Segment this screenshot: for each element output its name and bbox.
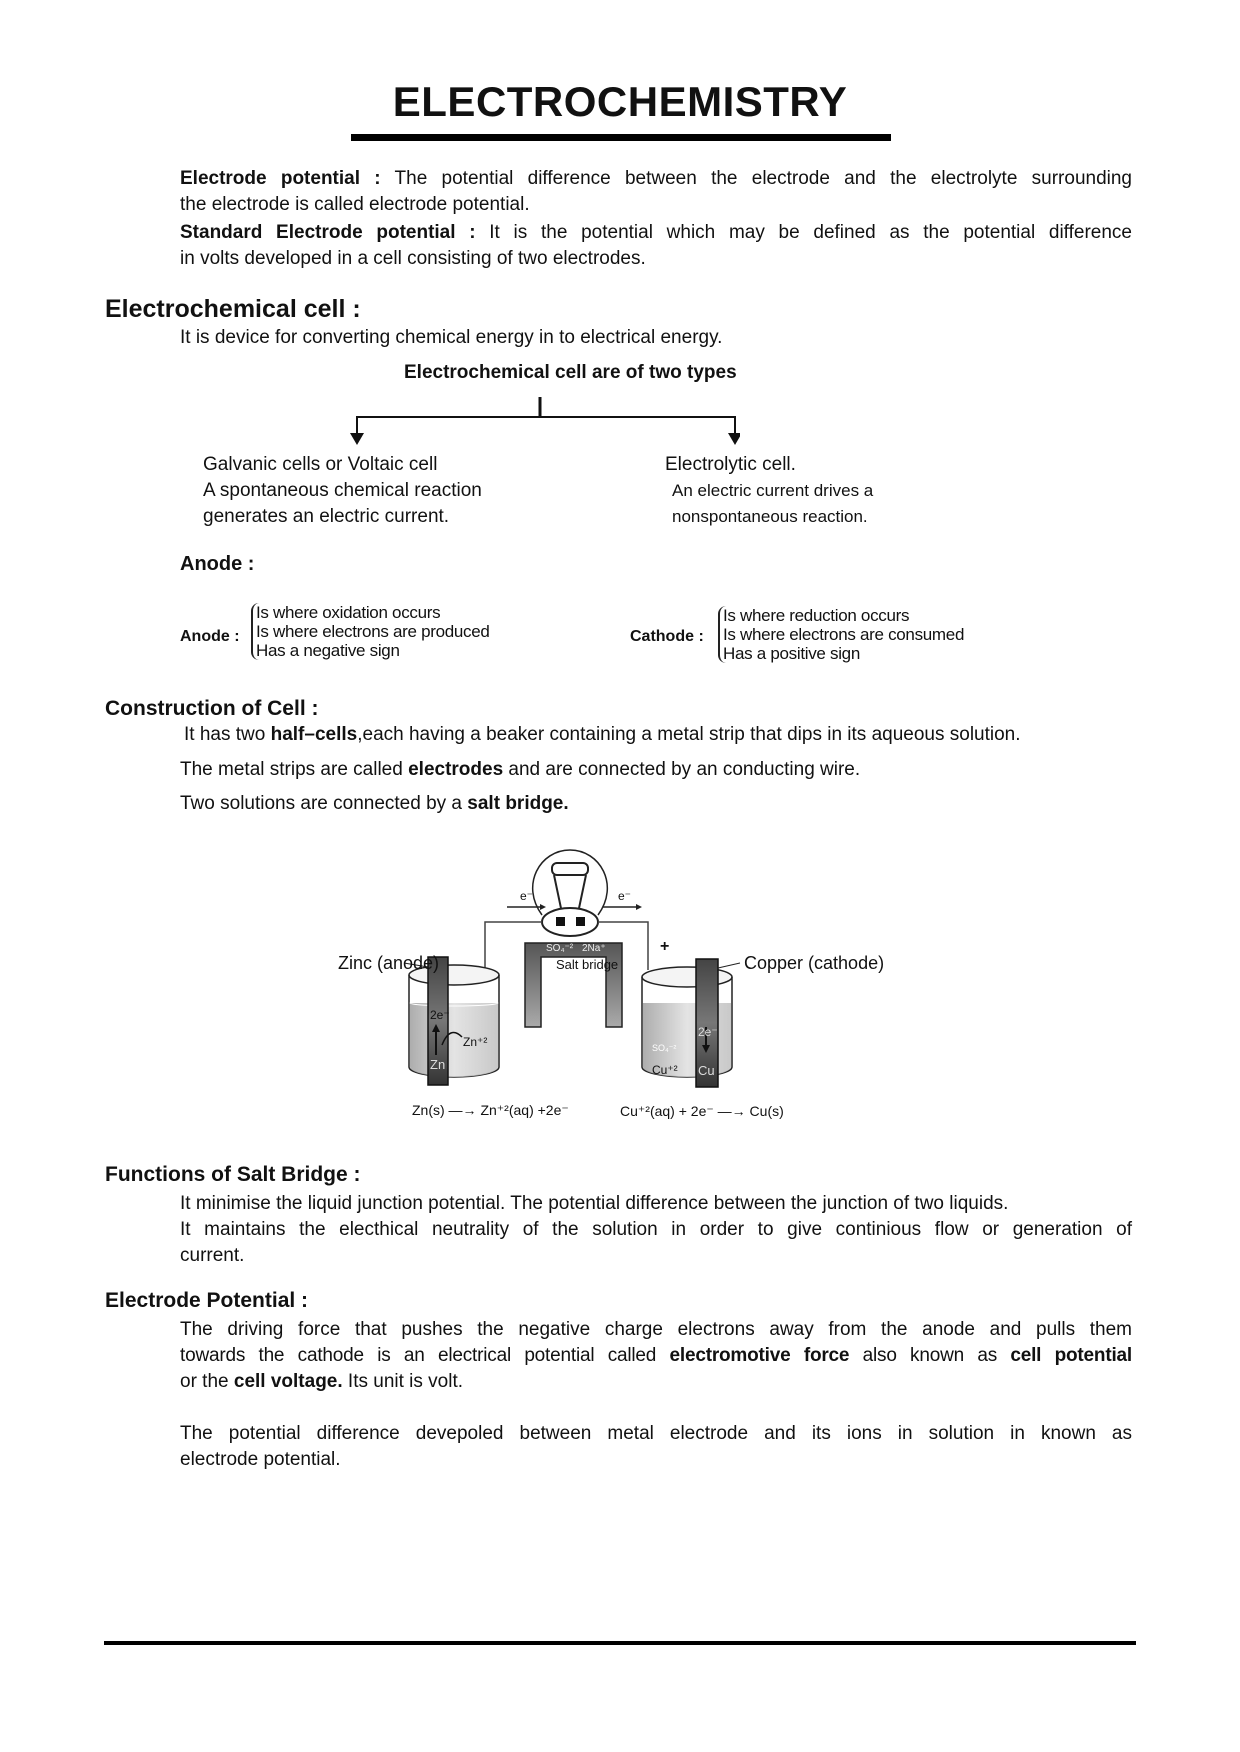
list-item: Is where electrons are produced	[256, 622, 490, 641]
text: also known as	[849, 1345, 1011, 1366]
paragraph-line	[180, 1369, 1132, 1395]
standard-electrode-potential-label: Standard Electrode potential :	[180, 222, 476, 243]
standard-electrode-potential-definition	[180, 220, 1132, 272]
bold-term: electromotive force	[669, 1345, 850, 1366]
types-heading: Electrochemical cell are of two types	[404, 362, 737, 383]
copper-electrons-label: 2e⁻	[698, 1025, 718, 1039]
definition-text: The potential difference between the electrode and the electrolyte surrounding	[394, 168, 1132, 189]
cathode-label: Cathode :	[630, 628, 704, 645]
list-item: Is where electrons are consumed	[723, 625, 965, 644]
arrow-down-icon	[728, 433, 740, 445]
bold-term: cell voltage.	[233, 1371, 343, 1392]
galvanic-line: generates an electric current.	[203, 506, 450, 527]
paragraph-line	[180, 1343, 1132, 1369]
paragraph-line: electrode potential.	[180, 1449, 341, 1470]
zinc-ion-label: Zn⁺²	[463, 1035, 488, 1049]
function-line: current.	[180, 1245, 245, 1266]
construction-line-1	[184, 724, 1021, 746]
definition-text: in volts developed in a cell consisting of two electrodes.	[180, 248, 646, 269]
list-item: Is where oxidation occurs	[256, 603, 441, 622]
electrolytic-line: An electric current drives a	[672, 481, 874, 500]
salt-bridge-label: Salt bridge	[556, 957, 619, 972]
arrow-down-icon	[350, 433, 364, 445]
definition-text: the electrode is called electrode potential.	[180, 194, 530, 215]
galvanic-cell-description	[203, 452, 482, 530]
section-heading-salt-bridge-functions: Functions of Salt Bridge :	[105, 1163, 361, 1186]
sodium-bridge-label: 2Na⁺	[582, 943, 606, 954]
arrow-right-icon	[636, 904, 642, 910]
copper-metal-label: Cu	[698, 1063, 715, 1078]
section-heading-electrochemical-cell: Electrochemical cell :	[105, 295, 361, 323]
zinc-electrons-label: 2e⁻	[430, 1008, 450, 1022]
bulb-icon	[533, 850, 608, 915]
arrow-right-icon	[540, 904, 546, 910]
electrode-potential-label: Electrode potential :	[180, 168, 381, 189]
text: towards the cathode is an electrical potential called	[180, 1345, 670, 1366]
bold-term: cell potential	[1010, 1345, 1132, 1366]
cathode-half-reaction: Cu⁺²(aq) + 2e⁻ —→ Cu(s)	[620, 1103, 784, 1119]
electrolytic-line: nonspontaneous reaction.	[672, 507, 868, 526]
text: or the	[180, 1371, 234, 1392]
list-item: Is where reduction occurs	[723, 606, 910, 625]
construction-line-3	[180, 793, 569, 815]
function-line: It minimise the liquid junction potential. The potential difference between the junction of two liquids.	[180, 1193, 1009, 1214]
bold-term: electrodes	[408, 759, 504, 780]
cathode-properties-list	[718, 606, 964, 663]
sulfate-cathode-label: SO₄⁻²	[652, 1043, 677, 1053]
salt-bridge-tube	[525, 943, 622, 1027]
title-underline	[351, 134, 891, 141]
branch-arrows-diagram	[340, 395, 740, 450]
electrolytic-cell-description	[665, 452, 873, 530]
salt-bridge-functions-text	[180, 1191, 1132, 1269]
cell-diagram-graphic	[330, 845, 930, 1125]
text: Its unit is volt.	[342, 1371, 464, 1392]
zinc-anode-label: Zinc (anode)	[338, 953, 440, 973]
electrode-potential-paragraph-1	[180, 1317, 1132, 1395]
definition-text: It is the potential which may be defined as the potential difference	[489, 222, 1132, 243]
galvanic-title: Galvanic cells or Voltaic cell	[203, 454, 438, 475]
electrolytic-title: Electrolytic cell.	[665, 454, 796, 475]
electrode-potential-paragraph-2	[180, 1421, 1132, 1473]
electrochemical-cell-definition: It is device for converting chemical energy in to electrical energy.	[180, 327, 723, 348]
text: ,each having a beaker containing a metal strip that dips in its aqueous solution.	[357, 724, 1021, 745]
section-heading-construction: Construction of Cell :	[105, 697, 319, 720]
galvanic-line: A spontaneous chemical reaction	[203, 480, 482, 501]
function-line: It maintains the electhical neutrality of the solution in order to give continious flow or generation of	[180, 1219, 1132, 1240]
section-heading-electrode-potential: Electrode Potential :	[105, 1289, 309, 1312]
bold-term: salt bridge.	[467, 793, 569, 814]
electron-label-left: e⁻	[520, 889, 534, 903]
electrode-potential-definition	[180, 166, 1132, 218]
footer-rule	[104, 1641, 1136, 1645]
paragraph-line: The driving force that pushes the negative charge electrons away from the anode and pulls them	[180, 1319, 1132, 1340]
construction-line-2	[180, 759, 860, 781]
copper-ion-label: Cu⁺²	[652, 1063, 678, 1077]
text: It has two	[184, 724, 271, 745]
galvanic-cell-diagram	[330, 845, 930, 1125]
anode-properties-list	[251, 603, 490, 660]
anode-heading: Anode :	[180, 553, 255, 575]
list-item: Has a negative sign	[256, 641, 400, 660]
bold-term: half–cells	[270, 724, 358, 745]
text: and are connected by an conducting wire.	[503, 759, 861, 780]
sulfate-bridge-label: SO₄⁻²	[546, 943, 574, 954]
zinc-metal-label: Zn	[430, 1057, 446, 1072]
anode-label: Anode :	[180, 628, 240, 645]
copper-cathode-label: Copper (cathode)	[744, 953, 885, 973]
list-item: Has a positive sign	[723, 644, 860, 663]
anode-half-reaction: Zn(s) —→ Zn⁺²(aq) +2e⁻	[412, 1102, 569, 1118]
page-title: ELECTROCHEMISTRY	[392, 78, 848, 125]
text: Two solutions are connected by a	[180, 793, 468, 814]
text: The metal strips are called	[180, 759, 409, 780]
electron-label-right: e⁻	[618, 889, 632, 903]
paragraph-line: The potential difference devepoled between metal electrode and its ions in solution in known as	[180, 1423, 1132, 1444]
plus-sign: +	[660, 938, 670, 955]
